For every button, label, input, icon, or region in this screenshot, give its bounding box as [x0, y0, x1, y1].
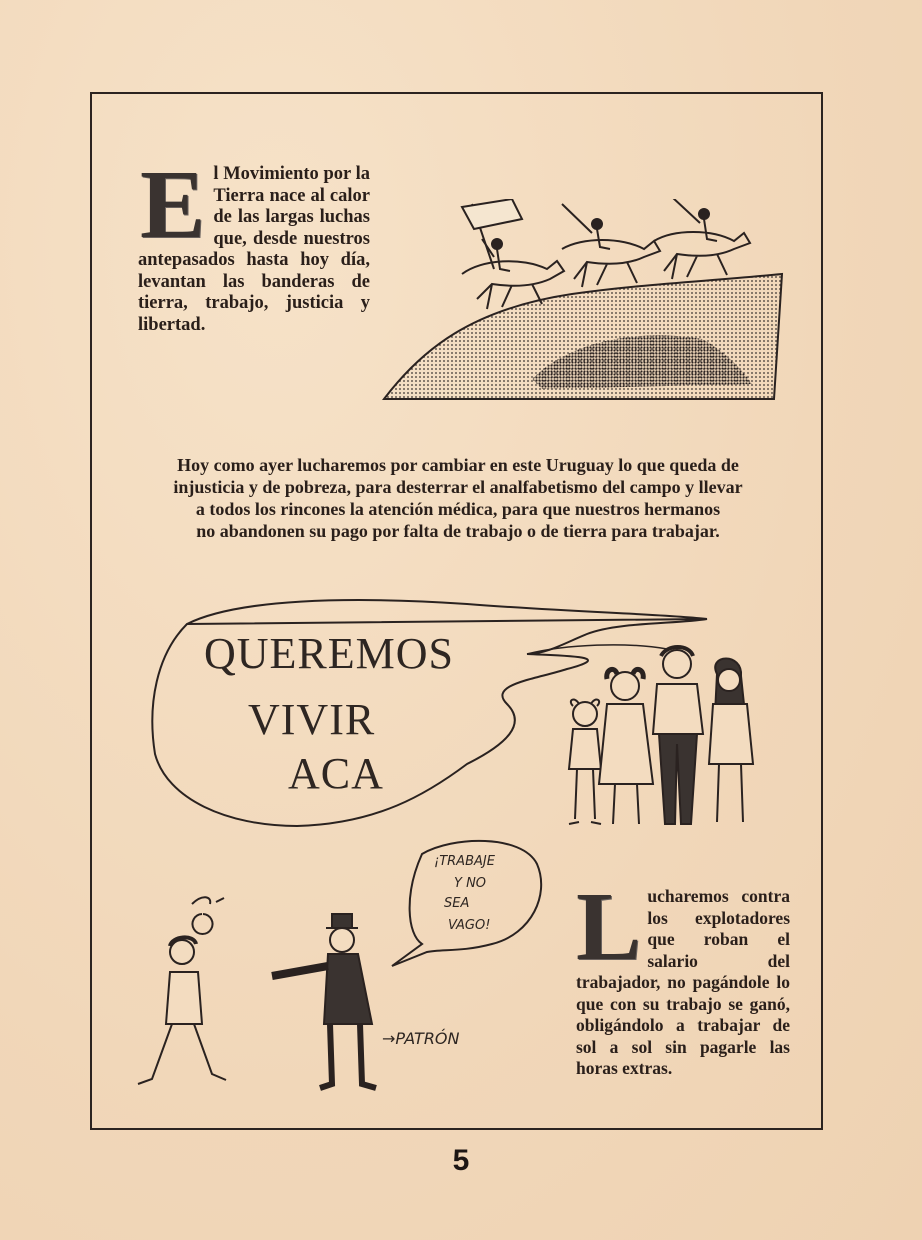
intro-paragraph	[138, 151, 370, 336]
speech-line-2: VIVIR	[248, 695, 376, 744]
intro-text: l Movimiento por la Tierra nace al calor de las largas luchas que, desde nuestros antepasados hasta hoy día, levantan las banderas de tierra, trabajo, justicia y libertad.	[138, 164, 370, 335]
worker-figure	[138, 897, 226, 1084]
riders-illustration	[382, 199, 792, 404]
man-figure	[653, 647, 703, 824]
intro-dropcap: E	[140, 151, 206, 259]
page-number: 5	[452, 1144, 470, 1177]
worker-and-boss-illustration	[132, 884, 412, 1104]
girl-figure	[709, 659, 753, 823]
middle-line-2: injusticia y de pobreza, para desterrar el analfabetismo del campo y llevar	[173, 477, 743, 497]
outro-dropcap: L	[576, 873, 642, 981]
boss-label: →PATRÓN	[382, 1029, 460, 1048]
speech-line-3: ACA	[288, 749, 384, 798]
middle-line-1: Hoy como ayer lucharemos por cambiar en este Uruguay lo que queda de	[177, 455, 739, 475]
rider-2	[562, 204, 660, 287]
middle-paragraph	[122, 454, 794, 542]
outro-text: ucharemos contra los explotadores que roban el salario del trabajador, no pagándole lo que con su trabajo se ganó, obligándolo a trabajar de sol a sol sin pagarle las horas extras.	[576, 886, 790, 1078]
boss-speech-line-3: SEA	[444, 896, 470, 911]
family-illustration	[557, 634, 777, 849]
boss-figure	[272, 914, 376, 1088]
boss-speech-line-2: Y NO	[454, 876, 487, 891]
middle-line-4: no abandonen su pago por falta de trabajo o de tierra para trabajar.	[196, 521, 720, 541]
speech-line-1: QUEREMOS	[204, 629, 455, 678]
page-frame	[90, 92, 823, 1130]
outro-paragraph	[576, 873, 790, 1080]
boss-speech-line-1: ¡TRABAJE	[434, 854, 495, 869]
woman-figure	[599, 669, 653, 824]
middle-line-3: a todos los rincones la atención médica, para que nuestros hermanos	[195, 499, 721, 519]
boss-speech-line-4: VAGO!	[448, 918, 491, 933]
rider-3	[654, 199, 750, 279]
child-figure	[569, 700, 601, 824]
